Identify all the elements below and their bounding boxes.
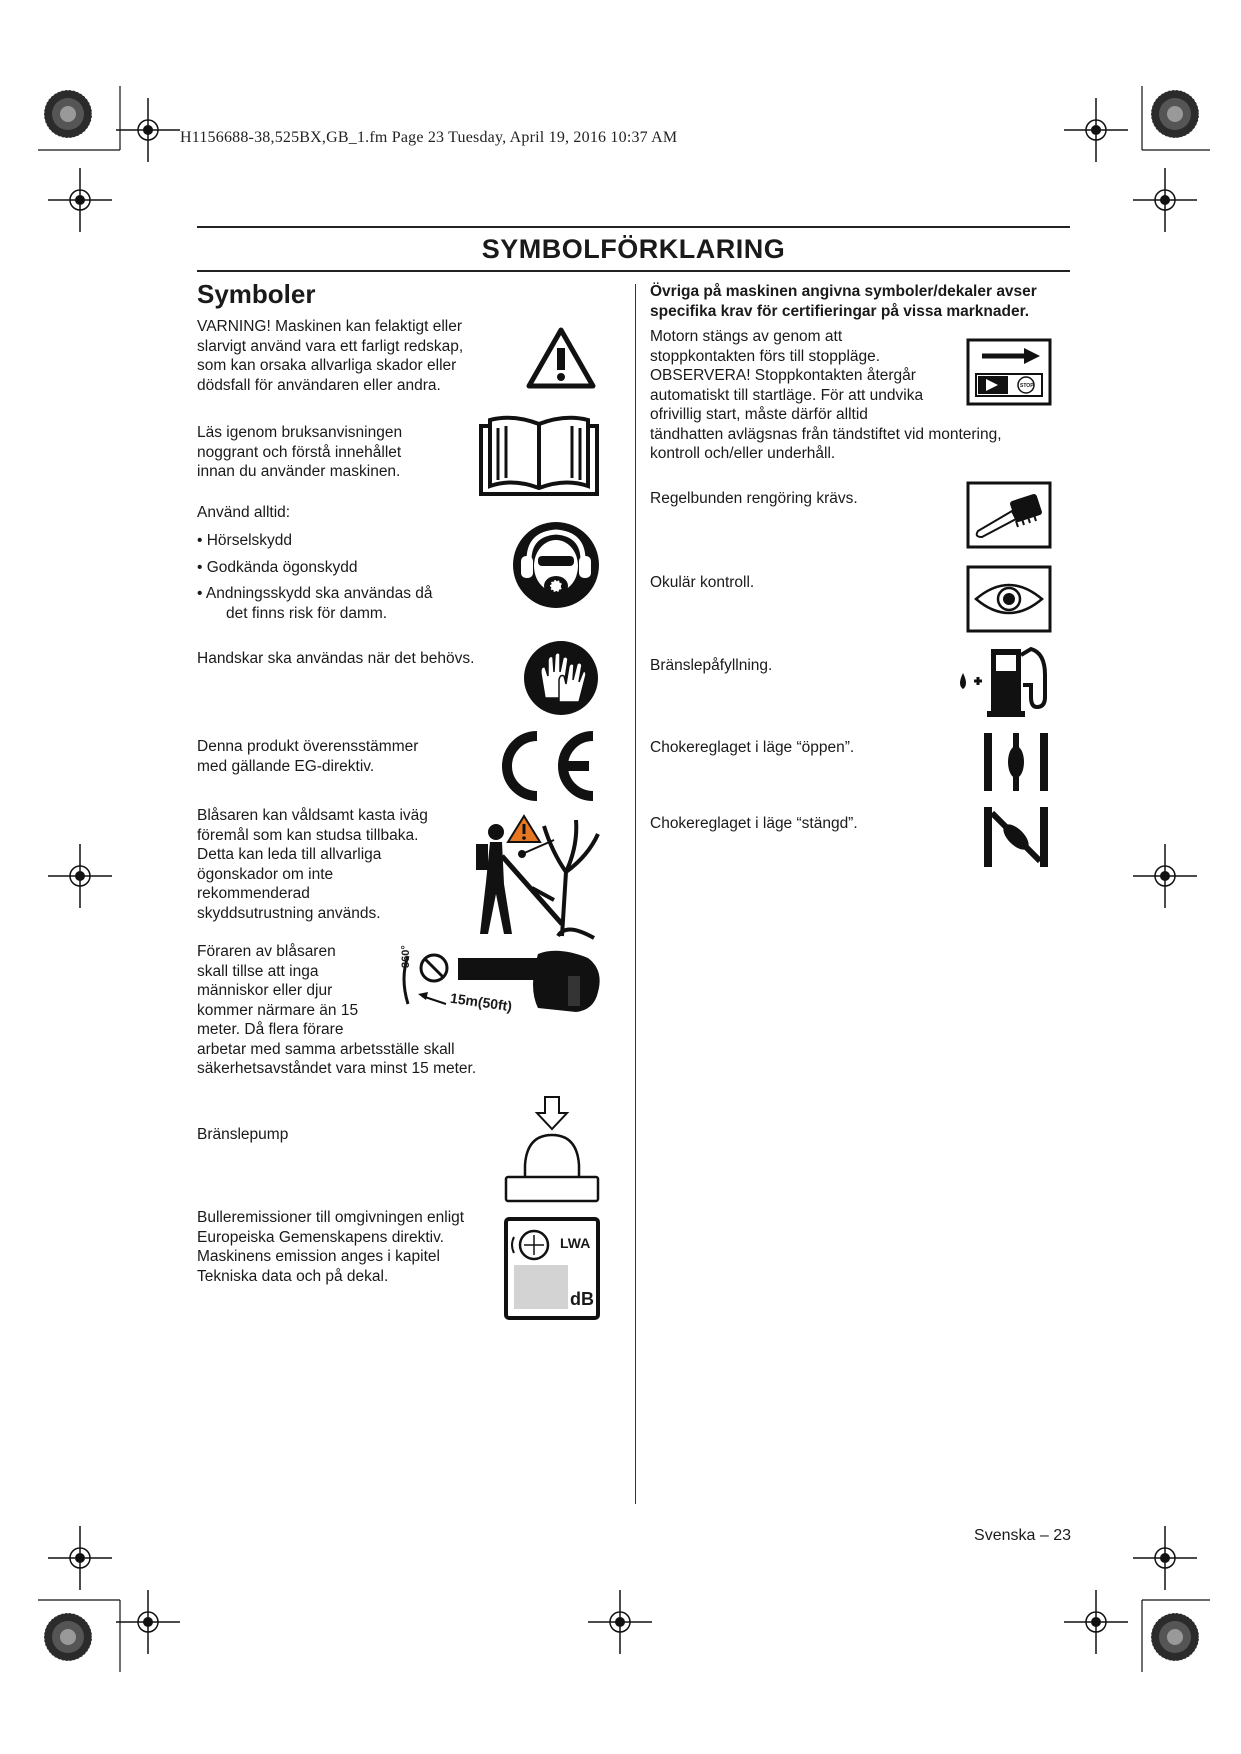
- choke-open-text: Chokereglaget i läge “öppen”.: [650, 739, 855, 756]
- cleaning-text: Regelbunden rengöring krävs.: [650, 490, 858, 507]
- noise-text: Bulleremissioner till omgivningen enligt Europeiska Gemenskapens direktiv. Maskinens emission anges i kapitel Tekniska data och på dekal.: [197, 1209, 465, 1285]
- noise-level-label-icon: [504, 1217, 600, 1320]
- distance-label: 15m(50ft): [449, 989, 514, 1015]
- other-symbols-intro: Övriga på maskinen angivna symboler/dekaler avser specifika krav för certifieringar på vissa marknader.: [650, 283, 1037, 320]
- choke-open-icon: [980, 731, 1052, 793]
- choke-closed-text: Chokereglaget i läge “stängd”.: [650, 815, 858, 832]
- manual-text: Läs igenom bruksanvisningen noggrant och förstå innehållet innan du använder maskinen.: [197, 424, 403, 480]
- file-info-header: H1156688-38,525BX,GB_1.fm Page 23 Tuesday, April 19, 2016 10:37 AM: [180, 129, 678, 146]
- safety-distance-icon: [398, 945, 603, 1026]
- gloves-text: Handskar ska användas när det behövs.: [197, 650, 475, 667]
- stop-switch-text: Motorn stängs av genom att stoppkontakten förs till stoppläge. OBSERVERA! Stoppkontakten återgår automatiskt till startläge. För att undvika ofrivillig start, måste därför alltid tändhatten avlägsnas från tändstiftet vid montering, kontroll och/eller underhåll.: [650, 328, 1002, 462]
- lwa-label: LWA: [560, 1235, 591, 1251]
- refuel-icon: [955, 645, 1055, 719]
- page-number: Svenska – 23: [974, 1527, 1071, 1544]
- ppe-item: • Hörselskydd: [197, 532, 293, 549]
- eye-icon: [966, 565, 1052, 633]
- title-bottom-rule: [197, 270, 1070, 272]
- ce-mark-icon: [489, 728, 601, 804]
- page-title: SYMBOLFÖRKLARING: [481, 234, 786, 264]
- ppe-item-continued: det finns risk för damm.: [226, 604, 388, 622]
- degree-label: 360°: [400, 945, 412, 968]
- db-label: dB: [570, 1289, 594, 1309]
- fuel-pump-text: Bränslepump: [197, 1126, 289, 1143]
- refuel-text: Bränslepåfyllning.: [650, 657, 773, 674]
- thrown-objects-hazard-icon: [462, 812, 602, 940]
- stop-label: STOP: [1020, 383, 1034, 389]
- cleaning-brush-icon: [966, 481, 1052, 549]
- warning-text: VARNING! Maskinen kan felaktigt eller slarvigt använd vara ett farligt redskap, som kan orsaka allvarliga skador eller dödsfall för användaren eller andra.: [197, 318, 464, 394]
- title-top-rule: [197, 226, 1070, 228]
- thrown-objects-text: Blåsaren kan våldsamt kasta iväg föremål som kan studsa tillbaka. Detta kan leda till allvarliga ögonskador om inte rekommenderad skyddsutrustning används.: [197, 807, 428, 922]
- protective-equipment-icon: [511, 520, 601, 610]
- ppe-item: • Godkända ögonskydd: [197, 558, 358, 576]
- warning-triangle-icon: [525, 326, 597, 390]
- always-use-label: Använd alltid:: [197, 504, 291, 521]
- gloves-icon: [523, 640, 599, 716]
- fuel-pump-primer-icon: [503, 1095, 601, 1207]
- column-divider: [635, 284, 636, 1504]
- distance-text: Föraren av blåsaren skall tillse att inga människor eller djur kommer närmare än 15 meter. Då flera förare arbetar med samma arbetsställe skall säkerhetsavståndet vara minst 15 meter.: [197, 943, 477, 1077]
- visual-inspection-text: Okulär kontroll.: [650, 574, 755, 591]
- open-book-icon: [478, 412, 600, 498]
- section-heading: Symboler: [197, 279, 316, 309]
- stop-switch-icon: [966, 338, 1052, 406]
- ppe-item: • Andningsskydd ska användas då: [197, 585, 433, 602]
- ce-text: Denna produkt överensstämmer med gällande EG-direktiv.: [197, 738, 419, 775]
- ppe-list: [197, 531, 487, 623]
- choke-closed-icon: [980, 805, 1052, 869]
